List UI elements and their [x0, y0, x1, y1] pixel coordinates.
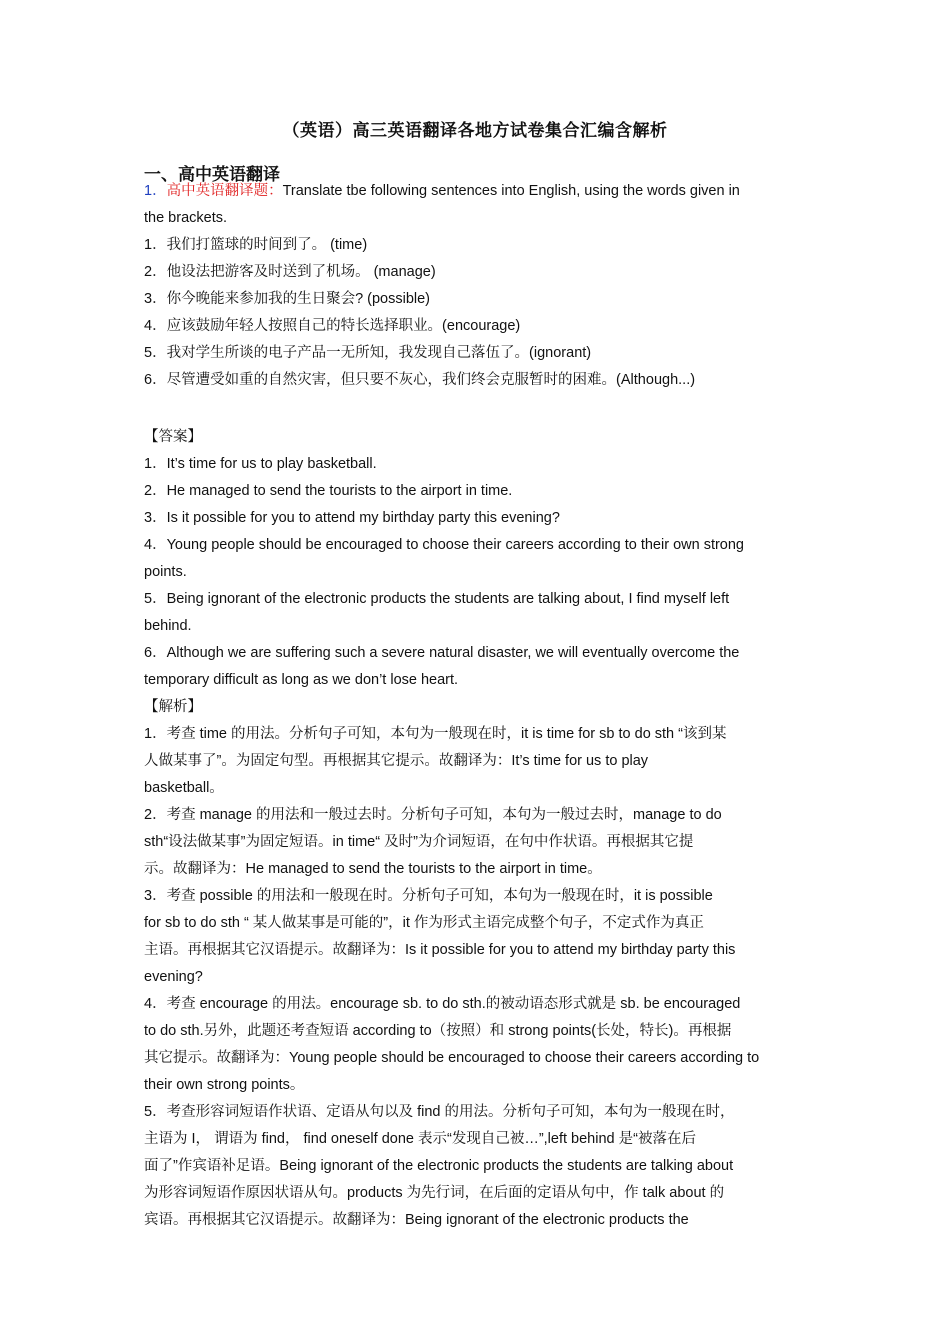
analysis-line: 示。故翻译为：He managed to send the tourists to the airport in time。 — [144, 861, 602, 877]
prompt-item: 2．他设法把游客及时送到了机场。 (manage) — [144, 264, 436, 280]
analysis-line: sth“设法做某事”为固定短语。in time“ 及时”为介词短语，在句中作状语。再根据其它提 — [144, 834, 694, 850]
document-title: （英语）高三英语翻译各地方试卷集合汇编含解析 — [282, 121, 668, 140]
analysis-line: 3．考查 possible 的用法和一般现在时。分析句子可知，本句为一般现在时，it is possible — [144, 888, 713, 904]
analysis-line: 人做某事了”。为固定句型。再根据其它提示。故翻译为：It’s time for us to play — [144, 753, 649, 769]
question-number: 1． — [144, 183, 167, 199]
analysis-line: 面了”作宾语补足语。Being ignorant of the electronic products the students are talking about — [144, 1158, 734, 1174]
prompt-item: 6．尽管遭受如重的自然灾害，但只要不灰心，我们终会克服暂时的困难。(Although...) — [144, 372, 696, 388]
analysis-line: 主语。再根据其它汉语提示。故翻译为：Is it possible for you to attend my birthday party this — [144, 942, 736, 958]
answer-item: 3．Is it possible for you to attend my birthday party this evening? — [144, 510, 560, 526]
answer-item: 2．He managed to send the tourists to the airport in time. — [144, 483, 513, 499]
analysis-line: to do sth.另外，此题还考查短语 according to（按照）和 strong points(长处，特长)。再根据 — [144, 1023, 732, 1039]
answer-item-cont: behind. — [144, 618, 192, 634]
analysis-line: 宾语。再根据其它汉语提示。故翻译为：Being ignorant of the electronic products the — [144, 1212, 689, 1228]
analysis-line: 4．考查 encourage 的用法。encourage sb. to do sth.的被动语态形式就是 sb. be encouraged — [144, 996, 741, 1012]
document-body — [144, 178, 824, 1234]
answer-item: 6．Although we are suffering such a severe natural disaster, we will eventually overcome the — [144, 645, 740, 661]
answer-header: 【答案】 — [144, 429, 202, 445]
analysis-line: for sb to do sth “ 某人做某事是可能的”，it 作为形式主语完成整个句子，不定式作为真正 — [144, 915, 704, 931]
analysis-line: 其它提示。故翻译为：Young people should be encouraged to choose their careers according to — [144, 1050, 760, 1066]
analysis-header: 【解析】 — [144, 699, 202, 715]
answer-item: 1．It’s time for us to play basketball. — [144, 456, 377, 472]
analysis-line: 为形容词短语作原因状语从句。products 为先行词，在后面的定语从句中，作 talk about 的 — [144, 1185, 725, 1201]
answer-item: 4．Young people should be encouraged to choose their careers according to their own strong — [144, 537, 745, 553]
prompt-item: 1．我们打篮球的时间到了。 (time) — [144, 237, 368, 253]
spacer — [144, 394, 824, 424]
prompt-item: 5．我对学生所谈的电子产品一无所知，我发现自己落伍了。(ignorant) — [144, 345, 592, 361]
analysis-line: their own strong points。 — [144, 1077, 305, 1093]
question-instruction-cont: the brackets. — [144, 210, 228, 226]
answer-item-cont: temporary difficult as long as we don’t lose heart. — [144, 672, 459, 688]
analysis-line: 5．考查形容词短语作状语、定语从句以及 find 的用法。分析句子可知，本句为一般现在时， — [144, 1104, 735, 1120]
prompt-item: 4．应该鼓励年轻人按照自己的特长选择职业。(encourage) — [144, 318, 521, 334]
answer-item: 5．Being ignorant of the electronic products the students are talking about, I find myself left — [144, 591, 730, 607]
analysis-line: evening? — [144, 969, 203, 985]
analysis-line: 主语为 I， 谓语为 find， find oneself done 表示“发现自己被…”,left behind 是“被落在后 — [144, 1131, 696, 1147]
prompt-item: 3．你今晚能来参加我的生日聚会? (possible) — [144, 291, 431, 307]
question-label: 高中英语翻译题： — [166, 183, 283, 199]
answer-item-cont: points. — [144, 564, 187, 580]
section-heading: 一、高中英语翻译 — [144, 165, 280, 184]
question-line — [144, 178, 824, 205]
analysis-line: 1．考查 time 的用法。分析句子可知，本句为一般现在时，it is time for sb to do sth “该到某 — [144, 726, 727, 742]
analysis-line: basketball。 — [144, 780, 224, 796]
question-instruction: Translate tbe following sentences into English, using the words given in — [282, 183, 740, 199]
analysis-line: 2．考查 manage 的用法和一般过去时。分析句子可知，本句为一般过去时，manage to do — [144, 807, 722, 823]
